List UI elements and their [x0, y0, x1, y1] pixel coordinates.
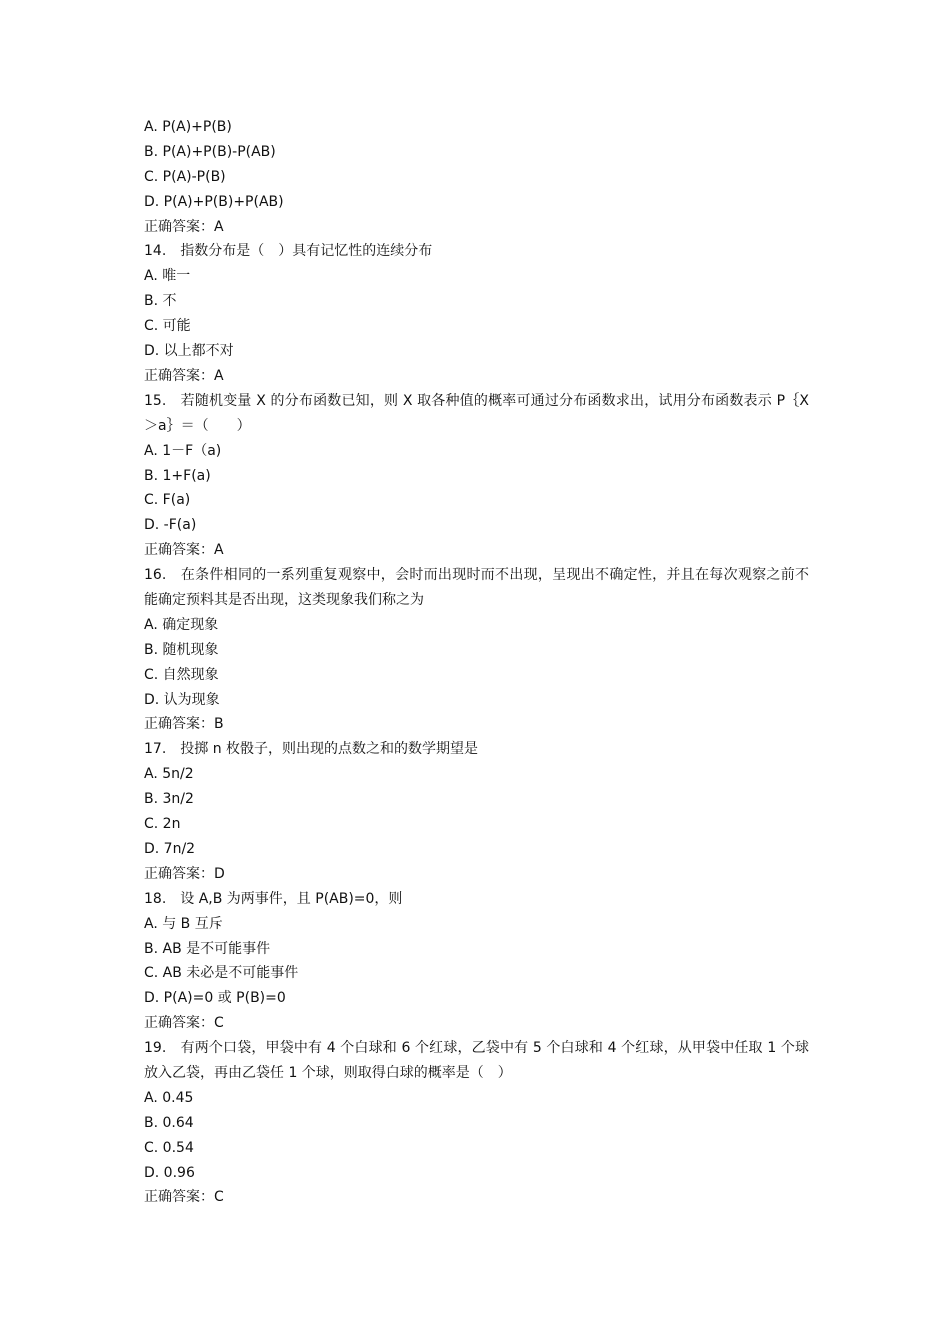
answer-text: 正确答案：A	[144, 542, 224, 559]
option-text: B. 3n/2	[144, 791, 194, 808]
option-text: A. 与 B 互斥	[144, 915, 223, 932]
option-text: D. 以上都不对	[144, 343, 234, 360]
document-page	[144, 115, 809, 1210]
option-text: C. P(A)-P(B)	[144, 168, 226, 185]
question-text: 18. 设 A,B 为两事件，且 P(AB)=0，则	[144, 890, 403, 907]
option-text: A. 0.45	[144, 1089, 194, 1106]
answer-text: 正确答案：D	[144, 865, 225, 882]
option-text: A. 确定现象	[144, 616, 219, 633]
question-text: 17. 投掷 n 枚骰子，则出现的点数之和的数学期望是	[144, 741, 479, 758]
option-text: C. 0.54	[144, 1139, 194, 1156]
option-text: A. P(A)+P(B)	[144, 119, 232, 135]
option-text: D. 0.96	[144, 1164, 195, 1181]
option-text: B. 1+F(a)	[144, 467, 211, 484]
option-text: C. 自然现象	[144, 666, 219, 683]
question-text: 14. 指数分布是（ ）具有记忆性的连续分布	[144, 243, 433, 260]
option-text: D. P(A)=0 或 P(B)=0	[144, 990, 286, 1007]
option-text: B. 不	[144, 293, 177, 310]
option-text: D. 认为现象	[144, 691, 220, 708]
option-text: C. F(a)	[144, 492, 191, 509]
option-text: B. P(A)+P(B)-P(AB)	[144, 143, 276, 160]
option-text: C. 可能	[144, 318, 191, 335]
option-text: D. P(A)+P(B)+P(AB)	[144, 193, 284, 210]
answer-text: 正确答案：B	[144, 716, 224, 733]
option-text: C. 2n	[144, 816, 181, 833]
option-text: A. 5n/2	[144, 766, 194, 783]
option-text: A. 唯一	[144, 268, 191, 285]
answer-text: 正确答案：A	[144, 367, 224, 384]
option-text: D. -F(a)	[144, 517, 197, 534]
question-text: 15. 若随机变量 X 的分布函数已知，则 X 取各种值的概率可通过分布函数求出，试用分布函数表示 P｛X＞a｝＝（ ）	[144, 392, 809, 434]
option-text: B. 随机现象	[144, 641, 219, 658]
answer-text: 正确答案：C	[144, 1015, 224, 1032]
option-text: B. AB 是不可能事件	[144, 940, 271, 957]
question-text: 19. 有两个口袋，甲袋中有 4 个白球和 6 个红球，乙袋中有 5 个白球和 4 个红球，从甲袋中任取 1 个球放入乙袋，再由乙袋任 1 个球，则取得白球的概率是（ ）	[144, 1040, 809, 1081]
option-text: B. 0.64	[144, 1114, 194, 1131]
option-text: D. 7n/2	[144, 840, 196, 857]
option-text: C. AB 未必是不可能事件	[144, 965, 299, 982]
answer-text: 正确答案：A	[144, 218, 224, 235]
answer-text: 正确答案：C	[144, 1189, 224, 1206]
question-text: 16. 在条件相同的一系列重复观察中，会时而出现时而不出现，呈现出不确定性，并且在每次观察之前不能确定预料其是否出现，这类现象我们称之为	[144, 567, 809, 608]
option-text: A. 1－F（a)	[144, 442, 222, 459]
